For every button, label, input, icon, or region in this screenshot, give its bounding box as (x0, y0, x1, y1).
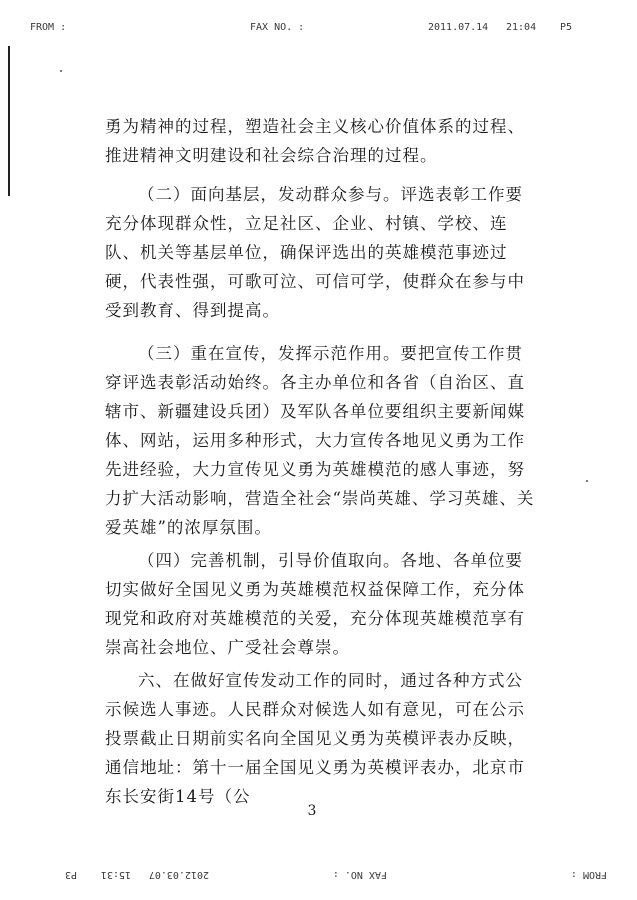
fax-header (0, 22, 637, 36)
page-number: 3 (307, 803, 317, 819)
fax-header-from: FROM : (30, 22, 67, 33)
fax-footer-fax-no: FAX NO. : (332, 869, 387, 880)
fax-footer-page: P3 (64, 869, 77, 880)
paragraph-item-6: 六、在做好宣传发动工作的同时，通过各种方式公示候选人事迹。人民群众对候选人如有意见，可在公示投票截止日期前实名向全国见义勇为英模评表办反映，通信地址：第十一届全国见义勇为英模评表办，北京市东长安街14号（公 (105, 671, 525, 806)
fax-footer-date: 2012.03.07 (148, 869, 209, 880)
paragraph-section-3: （三）重在宣传，发挥示范作用。要把宣传工作贯穿评选表彰活动始终。各主办单位和各省（自治区、直辖市、新疆建设兵团）及军队各单位要组织主要新闻媒体、网站，运用多种形式，大力宣传各地见义勇为工作先进经验，大力宣传见义勇为英雄模范的感人事迹，努力扩大活动影响，营造全社会“崇尚英雄、学习英雄、关爱英雄”的浓厚氛围。 (105, 344, 535, 537)
fax-header-date: 2011.07.14 (428, 22, 489, 33)
fax-header-fax-no: FAX NO. : (250, 22, 305, 33)
fax-header-page: P5 (560, 22, 573, 33)
fax-footer-inverted (0, 866, 637, 880)
document-body (105, 112, 535, 811)
fax-footer-time: 15:31 (100, 869, 131, 880)
fax-header-time: 21:04 (506, 22, 537, 33)
paragraph-section-4: （四）完善机制，引导价值取向。各地、各单位要切实做好全国见义勇为英雄模范权益保障工作，充分体现党和政府对英雄模范的关爱，充分体现英雄模范享有崇高社会地位、广受社会尊崇。 (105, 551, 525, 657)
fax-footer-from: FROM : (570, 869, 607, 880)
scan-speck (586, 480, 588, 482)
scan-speck (60, 70, 62, 72)
paragraph-section-2: （二）面向基层，发动群众参与。评选表彰工作要充分体现群众性，立足社区、企业、村镇、学校、连队、机关等基层单位，确保评选出的英雄模范事迹过硬，代表性强，可歌可泣、可信可学，使群众在参与中受到教育、得到提高。 (105, 185, 525, 320)
paragraph-continuation: 勇为精神的过程，塑造社会主义核心价值体系的过程、推进精神文明建设和社会综合治理的过程。 (105, 117, 525, 165)
left-margin-rule (8, 46, 10, 196)
